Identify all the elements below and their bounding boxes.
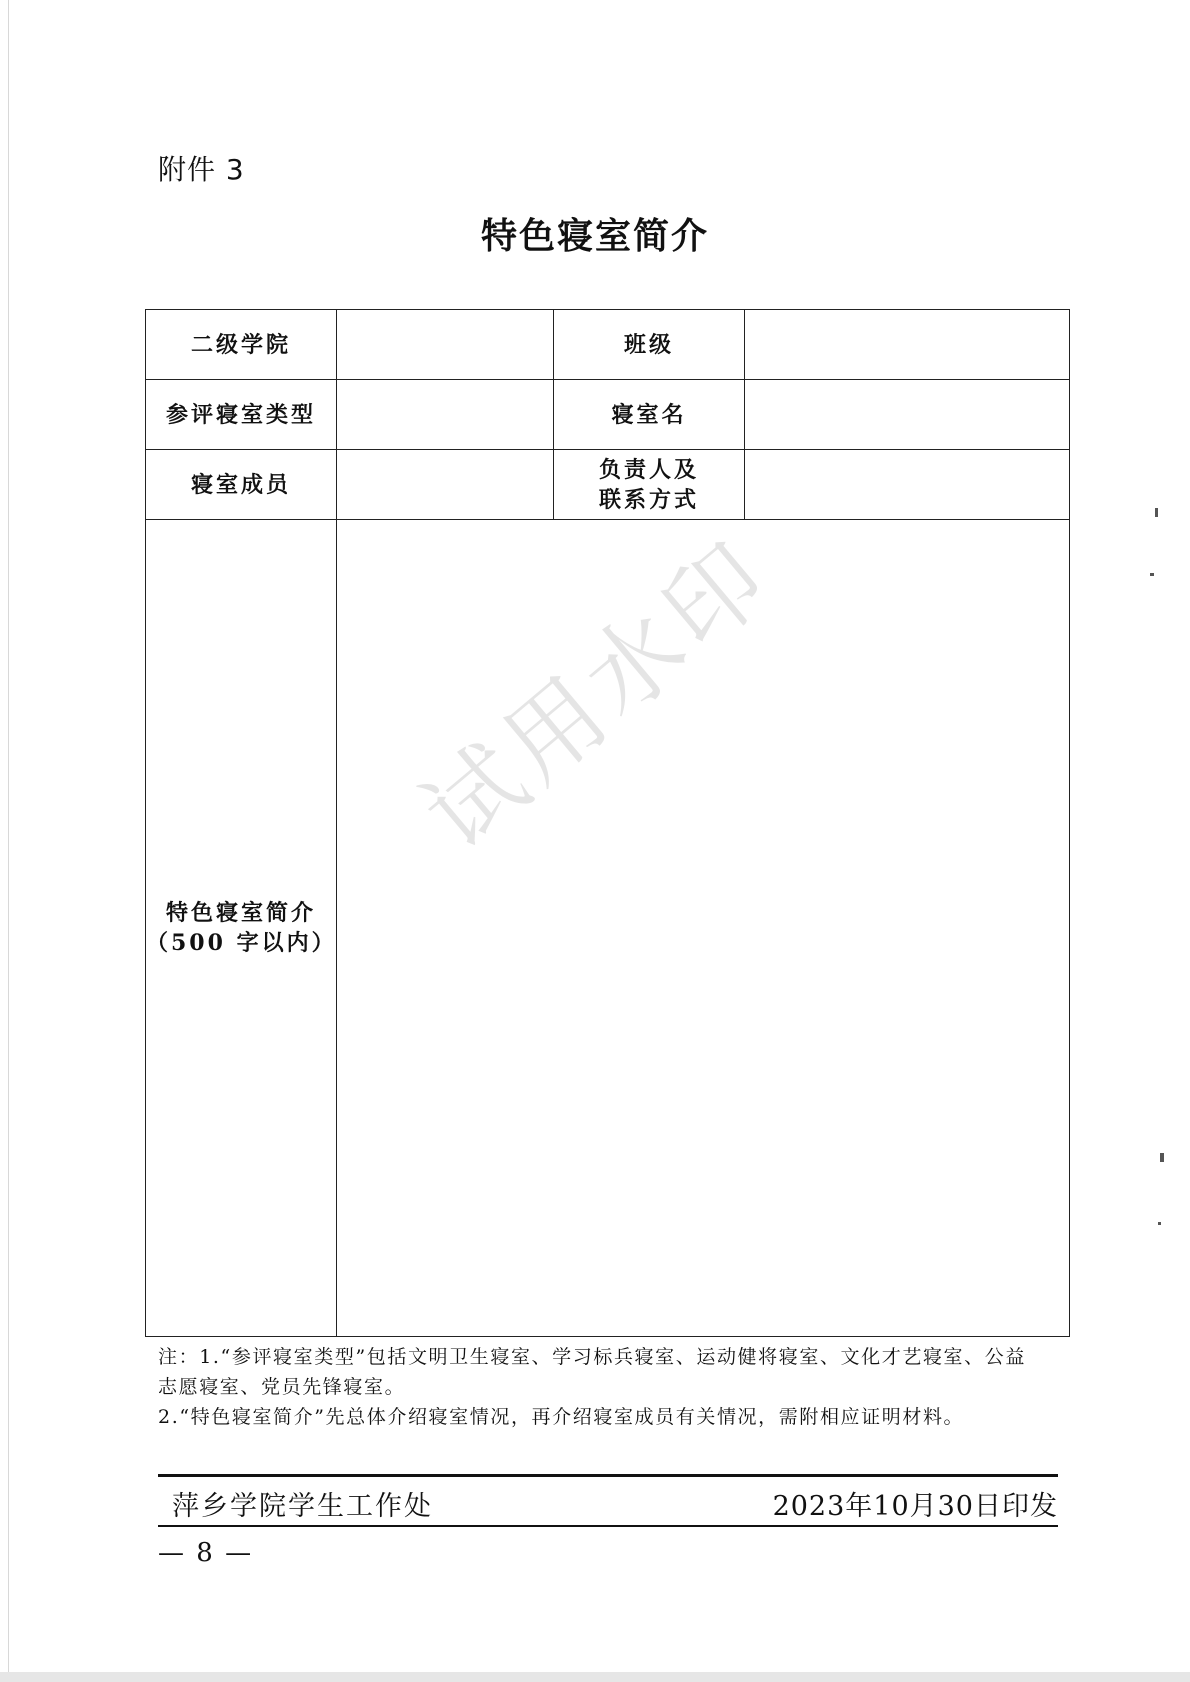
scan-mark — [1158, 1222, 1161, 1225]
college-field[interactable] — [337, 310, 554, 380]
note1-line1: 注：1.“参评寝室类型”包括文明卫生寝室、学习标兵寝室、运动健将寝室、文化才艺寝室、公益 — [158, 1346, 1026, 1368]
contact-label-line2: 联系方式 — [598, 486, 699, 513]
intro-label-line2: （500 字以内） — [146, 930, 337, 956]
notes — [158, 1342, 1063, 1432]
scan-mark — [1155, 508, 1158, 517]
contact-label-line1: 负责人及 — [598, 456, 699, 483]
members-field[interactable] — [337, 450, 554, 520]
dorm-intro-form — [145, 309, 1070, 1337]
page-number: — 8 — — [158, 1538, 254, 1568]
dorm-name-field[interactable] — [745, 380, 1070, 450]
note1-line2: 志愿寝室、党员先锋寝室。 — [158, 1376, 406, 1398]
page-title: 特色寝室简介 — [480, 215, 709, 257]
dorm-type-field[interactable] — [337, 380, 554, 450]
note2: 2.“特色寝室简介”先总体介绍寝室情况，再介绍寝室成员有关情况，需附相应证明材料。 — [158, 1406, 965, 1428]
form-row-college — [146, 310, 1070, 380]
issuer: 萍乡学院学生工作处 — [172, 1491, 433, 1522]
footer-rule-bottom — [158, 1525, 1058, 1527]
intro-label — [146, 520, 337, 1337]
attachment-label: 附件 3 — [158, 153, 245, 186]
watermark: 试用水印 — [402, 517, 794, 872]
form-row-dorm-type — [146, 380, 1070, 450]
college-label: 二级学院 — [146, 310, 337, 380]
intro-label-line1: 特色寝室简介 — [165, 900, 316, 926]
page-edge-bottom — [0, 1672, 1190, 1682]
class-field[interactable] — [745, 310, 1070, 380]
issue-date: 2023年10月30日印发 — [772, 1491, 1058, 1522]
members-label: 寝室成员 — [146, 450, 337, 520]
dorm-type-label: 参评寝室类型 — [146, 380, 337, 450]
class-label: 班级 — [554, 310, 745, 380]
contact-label — [554, 450, 745, 520]
dorm-name-label: 寝室名 — [554, 380, 745, 450]
scan-mark — [1160, 1153, 1164, 1162]
contact-field[interactable] — [745, 450, 1070, 520]
scan-mark — [1150, 573, 1154, 576]
footer-rule-top — [158, 1474, 1058, 1477]
form-row-members — [146, 450, 1070, 520]
